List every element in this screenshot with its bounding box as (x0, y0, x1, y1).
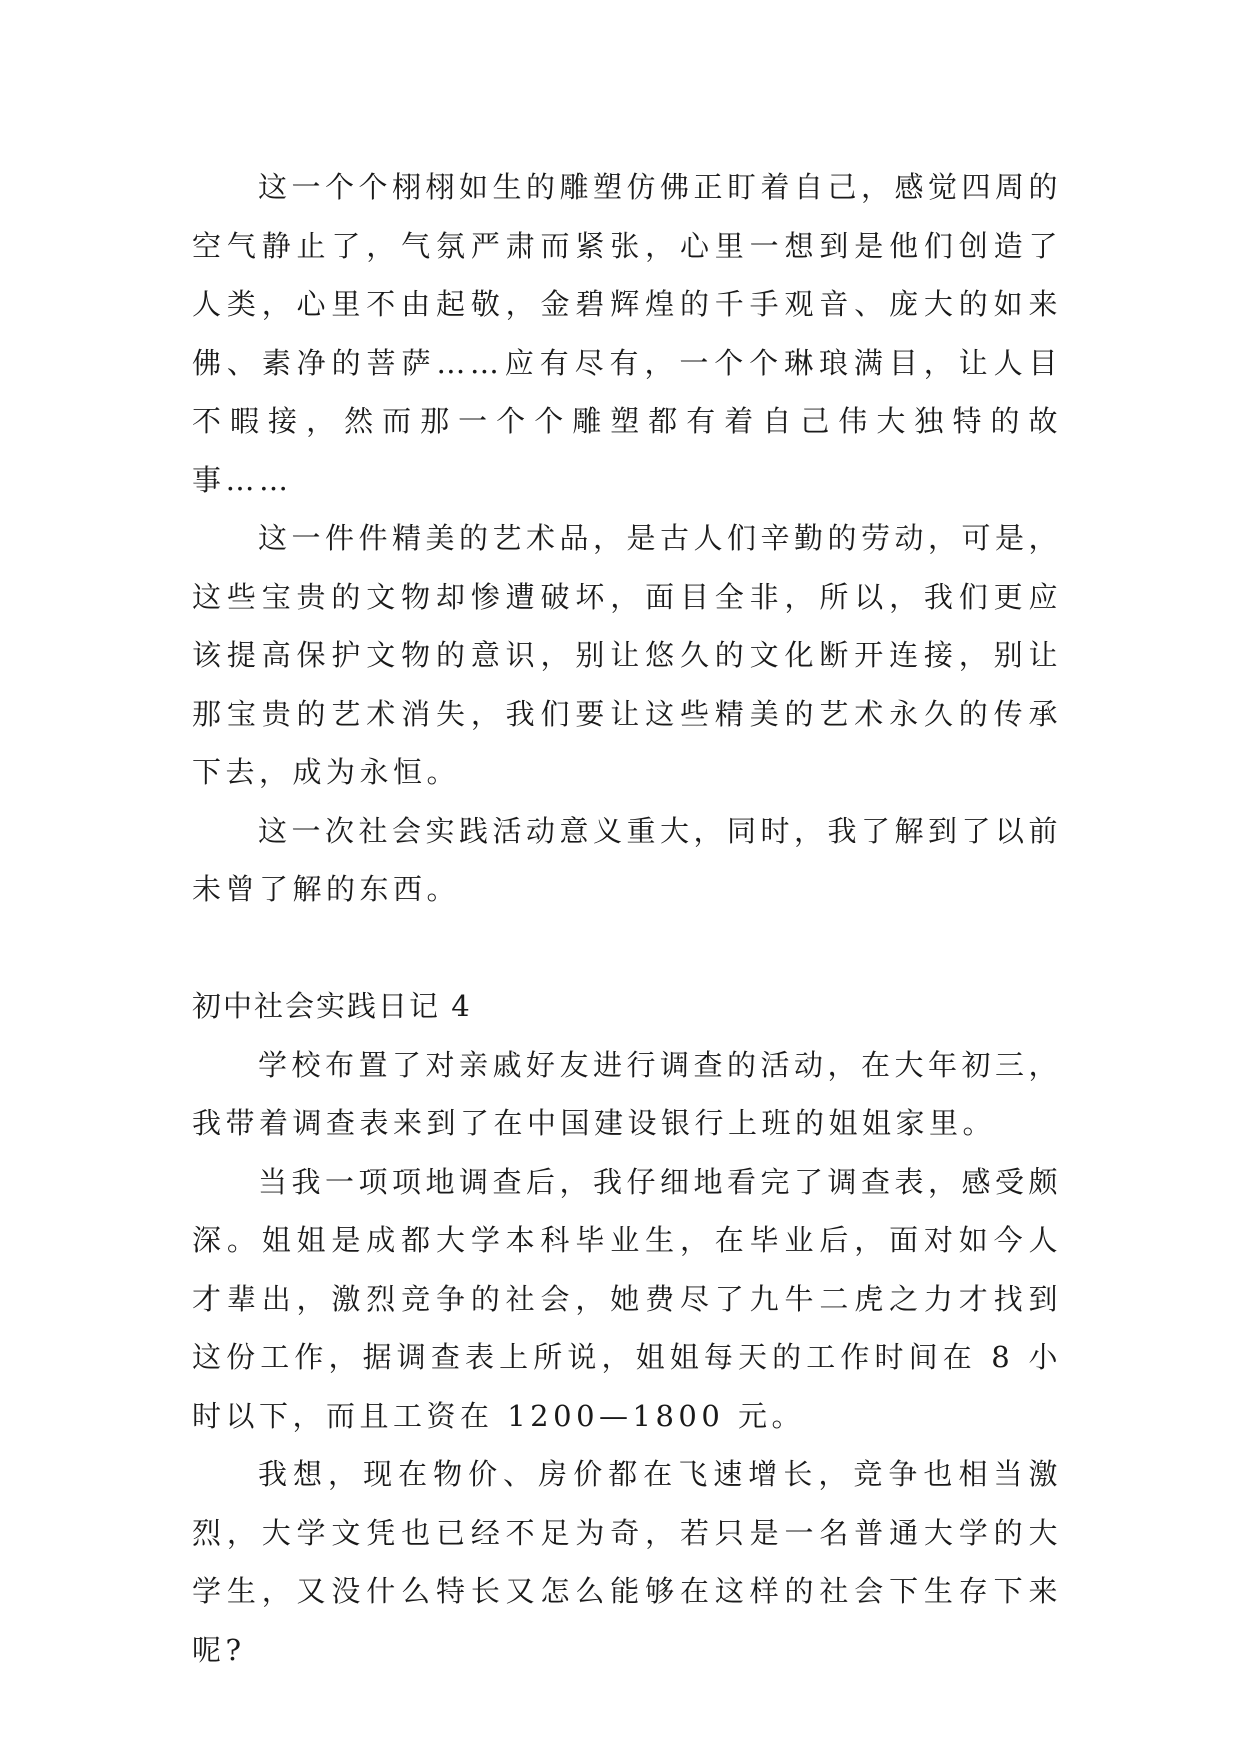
paragraph-reflection: 我想，现在物价、房价都在飞速增长，竞争也相当激烈，大学文凭也已经不足为奇，若只是一名普通大学的大学生，又没什么特长又怎么能够在这样的社会下生存下来呢? (192, 1457, 1062, 1667)
paragraph-significance: 这一次社会实践活动意义重大，同时，我了解到了以前未曾了解的东西。 (192, 813, 1063, 906)
paragraph-survey-activity: 学校布置了对亲戚好友进行调查的活动，在大年初三，我带着调查表来到了在中国建设银行上班的姐姐家里。 (192, 1047, 1063, 1140)
section-title: 初中社会实践日记 4 (192, 989, 472, 1023)
paragraph-artworks: 这一件件精美的艺术品，是古人们辛勤的劳动，可是，这些宝贵的文物却惨遭破坏，面目全非，所以，我们更应该提高保护文物的意识，别让悠久的文化断开连接，别让那宝贵的艺术消失，我们要让这些精美的艺术永久的传承下去，成为永恒。 (192, 521, 1063, 789)
paragraph-survey-result: 当我一项项地调查后，我仔细地看完了调查表，感受颇深。姐姐是成都大学本科毕业生，在毕业后，面对如今人才辈出，激烈竞争的社会，她费尽了九牛二虎之力才找到这份工作，据调查表上所说，姐姐每天的工作时间在 8 小时以下，而且工资在 1200—1800 元。 (192, 1164, 1063, 1433)
paragraph-sculptures: 这一个个栩栩如生的雕塑仿佛正盯着自己，感觉四周的空气静止了，气氛严肃而紧张，心里一想到是他们创造了人类，心里不由起敬，金碧辉煌的千手观音、庞大的如来佛、素净的菩萨……应有尽有，一个个琳琅满目，让人目不暇接，然而那一个个雕塑都有着自己伟大独特的故事…… (192, 170, 1063, 497)
document-body (192, 158, 1062, 1679)
